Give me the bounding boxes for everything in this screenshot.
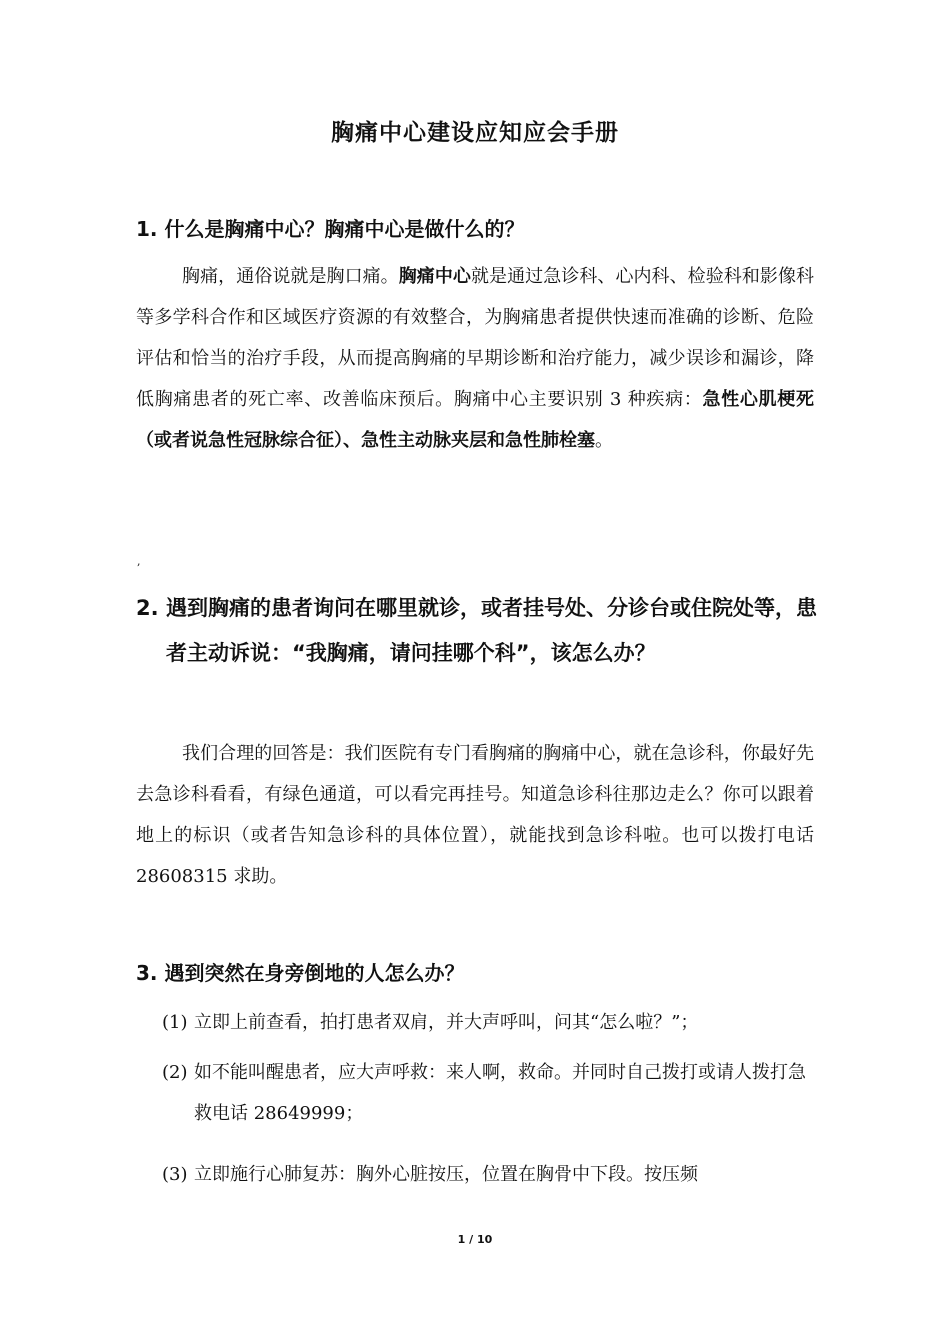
document-title: 胸痛中心建设应知应会手册 — [331, 120, 619, 146]
paragraph-text: 。 — [595, 430, 613, 451]
list-item — [162, 1052, 822, 1134]
list-item-number: (3) — [162, 1164, 188, 1185]
paragraph-text: 就是通过急诊科、心内科、检验科和影像科等多学科合作和区域医疗资源的有效整合，为胸痛患者提供快速而准确的诊断、危险评估和恰当的治疗手段，从而提高胸痛的早期诊断和治疗能力，减少误诊和漏诊，降低胸痛患者的死亡率、改善临床预后。胸痛中心主要识别 3 种疾病： — [136, 266, 815, 410]
section-heading-1: 1. 什么是胸痛中心？胸痛中心是做什么的？ — [136, 217, 525, 241]
list-item — [162, 1154, 822, 1195]
list-item-text: 如不能叫醒患者，应大声呼救：来人啊，救命。并同时自己拨打或请人拨打急救电话 28649999； — [194, 1062, 806, 1124]
section-heading-3: 3. 遇到突然在身旁倒地的人怎么办？ — [136, 961, 465, 985]
list-item-text: 立即上前查看，拍打患者双肩，并大声呼叫，问其“怎么啦？”； — [194, 1012, 699, 1033]
section-1-paragraph — [136, 256, 814, 461]
list-item-number: (1) — [162, 1012, 188, 1033]
list-item-text: 立即施行心肺复苏：胸外心脏按压，位置在胸骨中下段。按压频 — [194, 1164, 698, 1185]
page-number: 1 / 10 — [457, 1233, 493, 1246]
paragraph-bold-term: 胸痛中心 — [398, 266, 471, 287]
paragraph-text: 我们合理的回答是：我们医院有专门看胸痛的胸痛中心，就在急诊科，你最好先去急诊科看看，有绿色通道，可以看完再挂号。知道急诊科往那边走么？你可以跟着地上的标识（或者告知急诊科的具体位置），就能找到急诊科啦。也可以拨打电话 28608315 求助。 — [136, 743, 814, 887]
paragraph-text: 胸痛，通俗说就是胸口痛。 — [182, 266, 399, 287]
list-item — [162, 1002, 822, 1043]
list-item-number: (2) — [162, 1062, 188, 1083]
section-2-paragraph — [136, 733, 814, 897]
section-number: 2. — [136, 596, 159, 620]
paragraph-bold-diseases: 急性心肌梗死（或者说急性冠脉综合征）、急性主动脉夹层和急性肺栓塞 — [136, 389, 815, 451]
section-heading-2 — [136, 586, 826, 676]
section-heading-text: 遇到胸痛的患者询问在哪里就诊，或者挂号处、分诊台或住院处等，患者主动诉说：“我胸痛，请问挂哪个科”，该怎么办？ — [166, 596, 817, 665]
stray-mark: , — [137, 555, 141, 568]
